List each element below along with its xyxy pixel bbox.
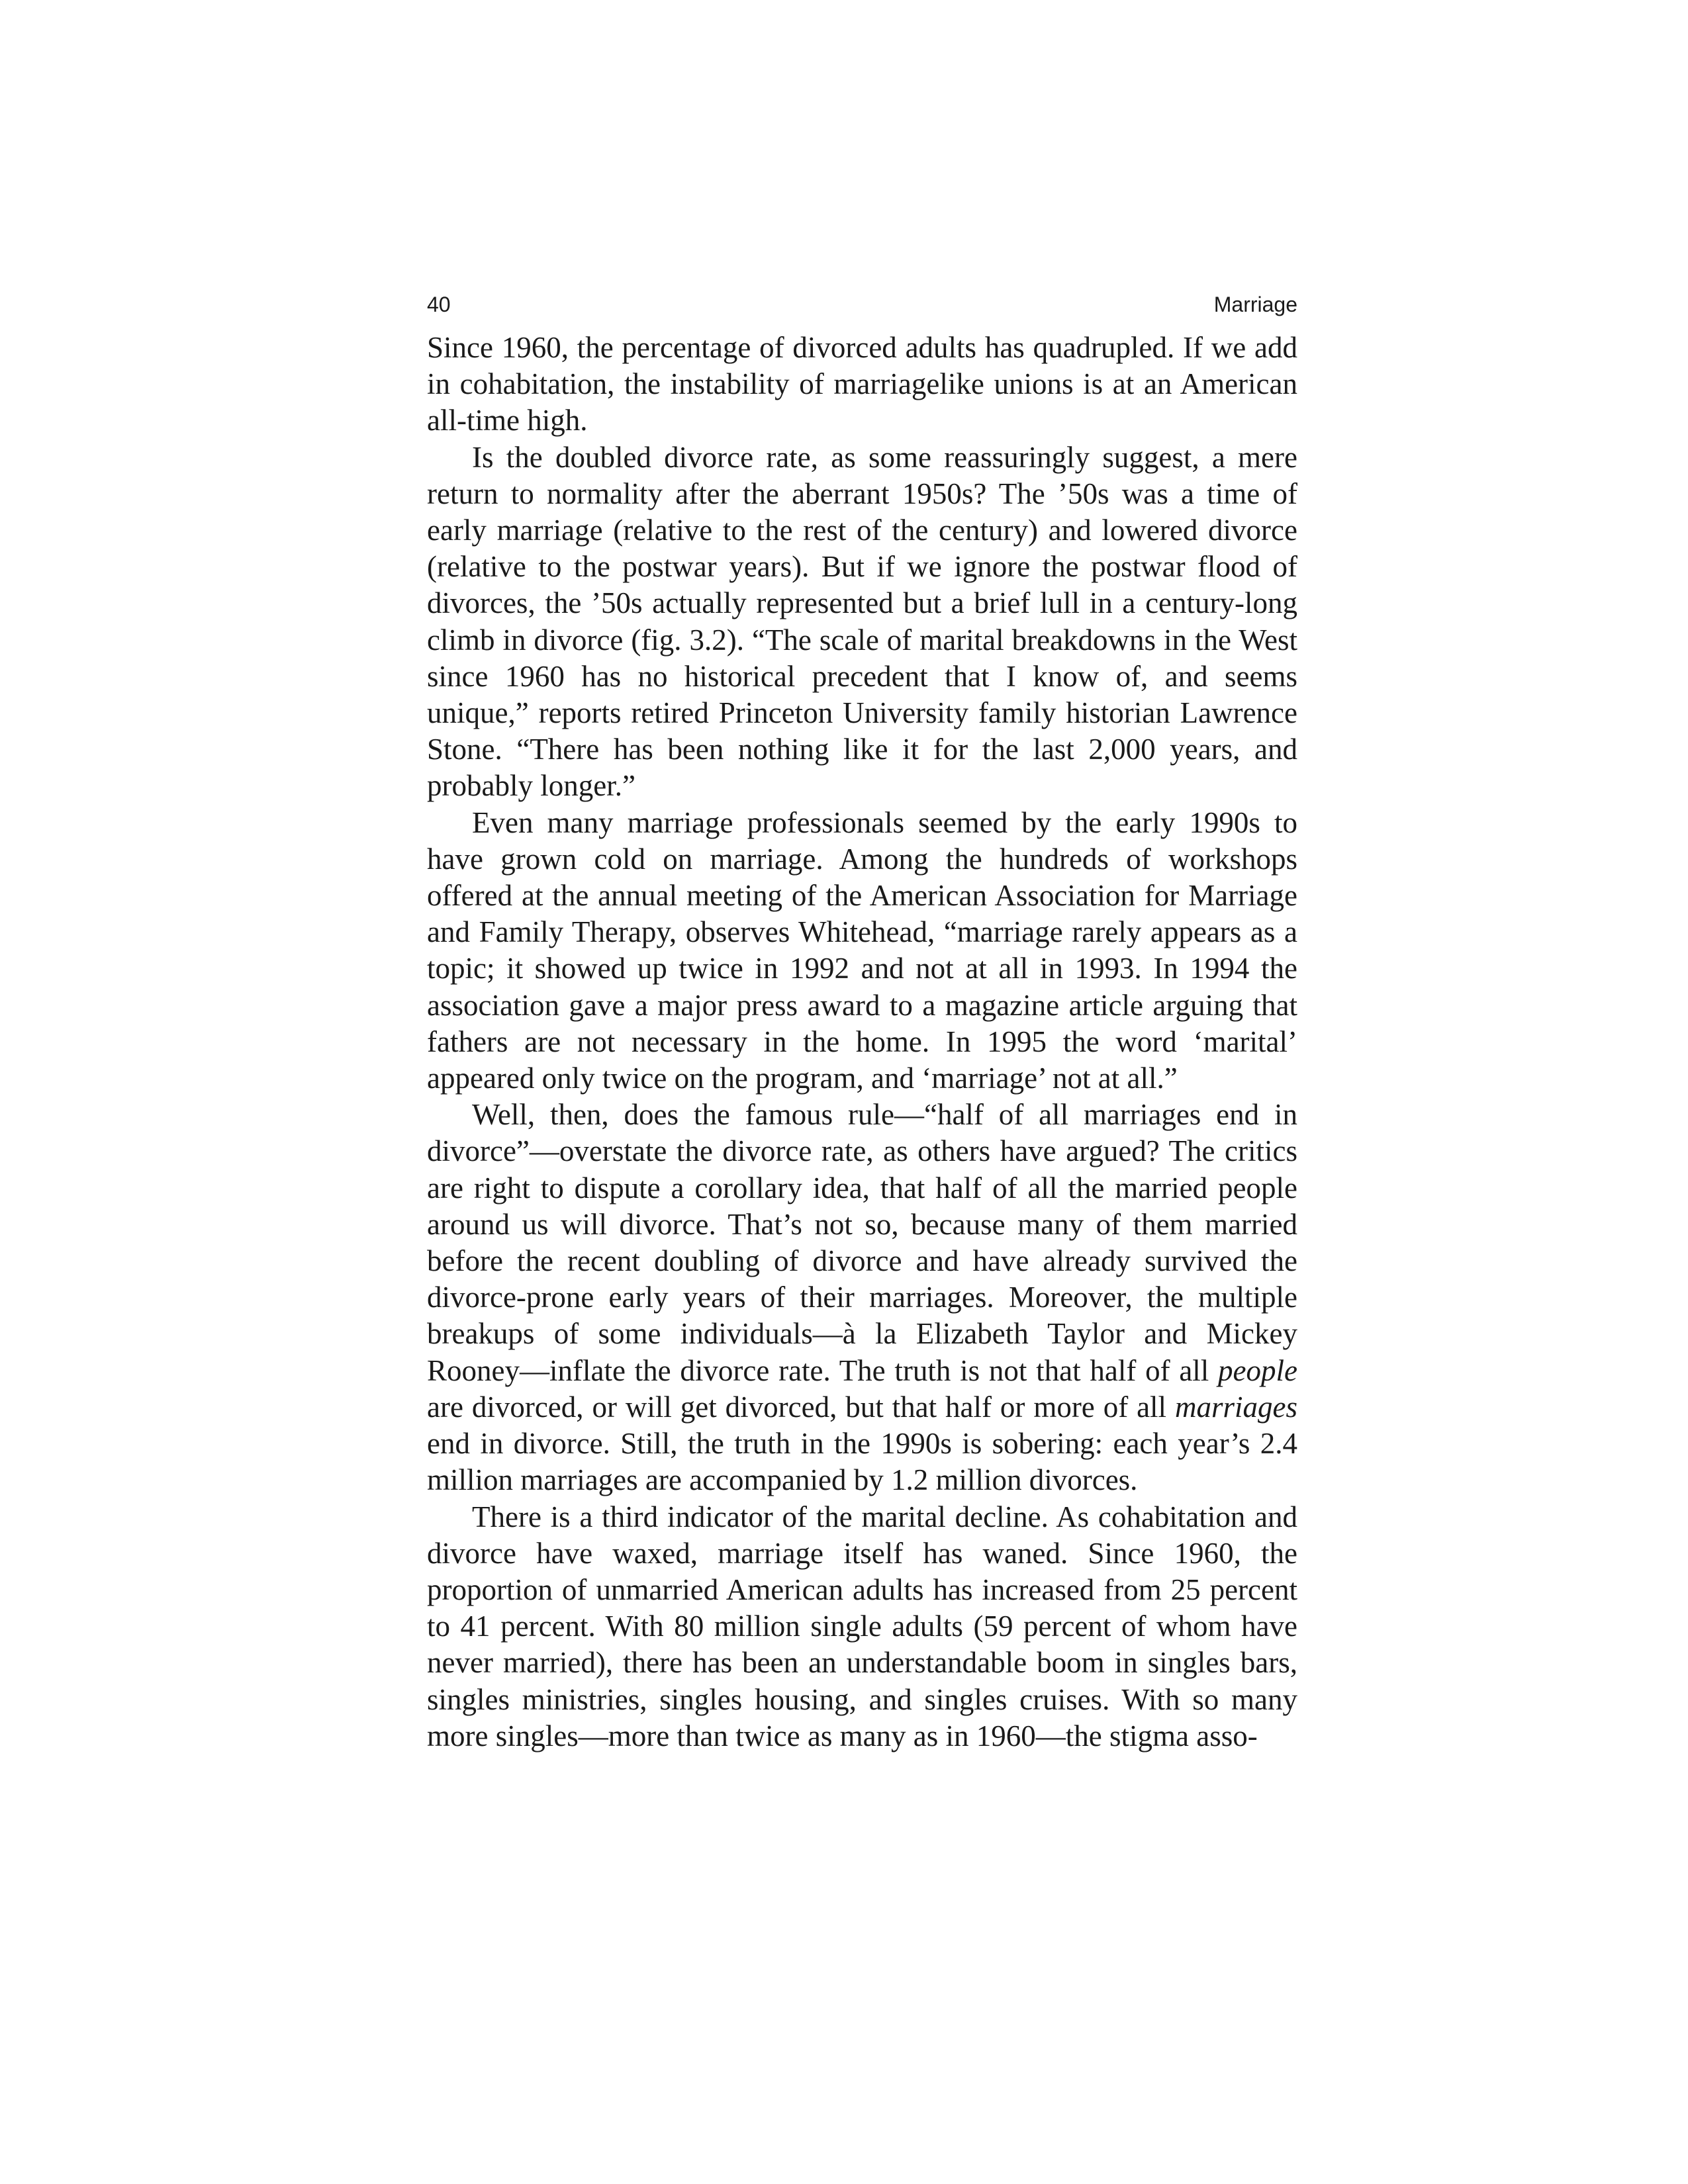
emphasis-people: people xyxy=(1218,1353,1297,1387)
emphasis-marriages: marriages xyxy=(1174,1390,1297,1424)
chapter-title: Marriage xyxy=(1213,293,1297,316)
paragraph-1: Since 1960, the percentage of divorced adults has quadrupled. If we add in cohabitation, the instability of marriagelike unions is at an American all-time high. xyxy=(427,331,1297,437)
paragraph-3: Even many marriage professionals seemed by the early 1990s to have grown cold on marriage. Among the hundreds of workshops offered at the annual meeting of the American Association for Marriage and Family Therapy, observes Whitehead, “marriage rarely appears as a topic; it showed up twice in 1992 and not at all in 1993. In 1994 the association gave a major press award to a magazine article arguing that fathers are not necessary in the home. In 1995 the word ‘marital’ appeared only twice on the program, and ‘marriage’ not at all.” xyxy=(427,805,1297,1095)
paragraph-2: Is the doubled divorce rate, as some reassuringly suggest, a mere return to normality after the aberrant 1950s? The ’50s was a time of early marriage (relative to the rest of the century) and lowered divorce (relative to the postwar years). But if we ignore the postwar flood of divorces, the ’50s actually represented but a brief lull in a century-long climb in divorce (fig. 3.2). “The scale of marital breakdowns in the West since 1960 has no historical precedent that I know of, and seems unique,” reports retired Princeton University family historian Lawrence Stone. “There has been nothing like it for the last 2,000 years, and probably longer.” xyxy=(427,440,1297,803)
paragraph-4-text: Well, then, does the famous rule—“half of all marriages end in divorce”—overstate the divorce rate, as others have argued? The critics are right to dispute a corollary idea, that half of all the married people around us will divorce. That’s not so, because many of them married before the recent doubling of divorce and have already survived the divorce-prone early years of their marriages. Moreover, the multiple breakups of some individuals—à la Elizabeth Taylor and Mickey Rooney—inflate the divorce rate. The truth is not that half of all xyxy=(427,1098,1297,1387)
body-text xyxy=(427,330,1297,1754)
paragraph-4-text: end in divorce. Still, the truth in the 1990s is sobering: each year’s 2.4 million marriages are accompanied by 1.2 million divorces. xyxy=(427,1427,1297,1497)
paragraph-5: There is a third indicator of the marital decline. As cohabitation and divorce have waxed, marriage itself has waned. Since 1960, the proportion of unmarried American adults has increased from 25 percent to 41 percent. With 80 million single adults (59 percent of whom have never married), there has been an understandable boom in singles bars, singles ministries, singles housing, and singles cruises. With so many more singles—more than twice as many as in 1960—the stigma asso- xyxy=(427,1500,1297,1752)
paragraph-4 xyxy=(427,1097,1297,1498)
paragraph-4-text: are divorced, or will get divorced, but that half or more of all xyxy=(427,1390,1175,1424)
running-head xyxy=(427,285,1297,324)
page-number: 40 xyxy=(427,293,451,316)
